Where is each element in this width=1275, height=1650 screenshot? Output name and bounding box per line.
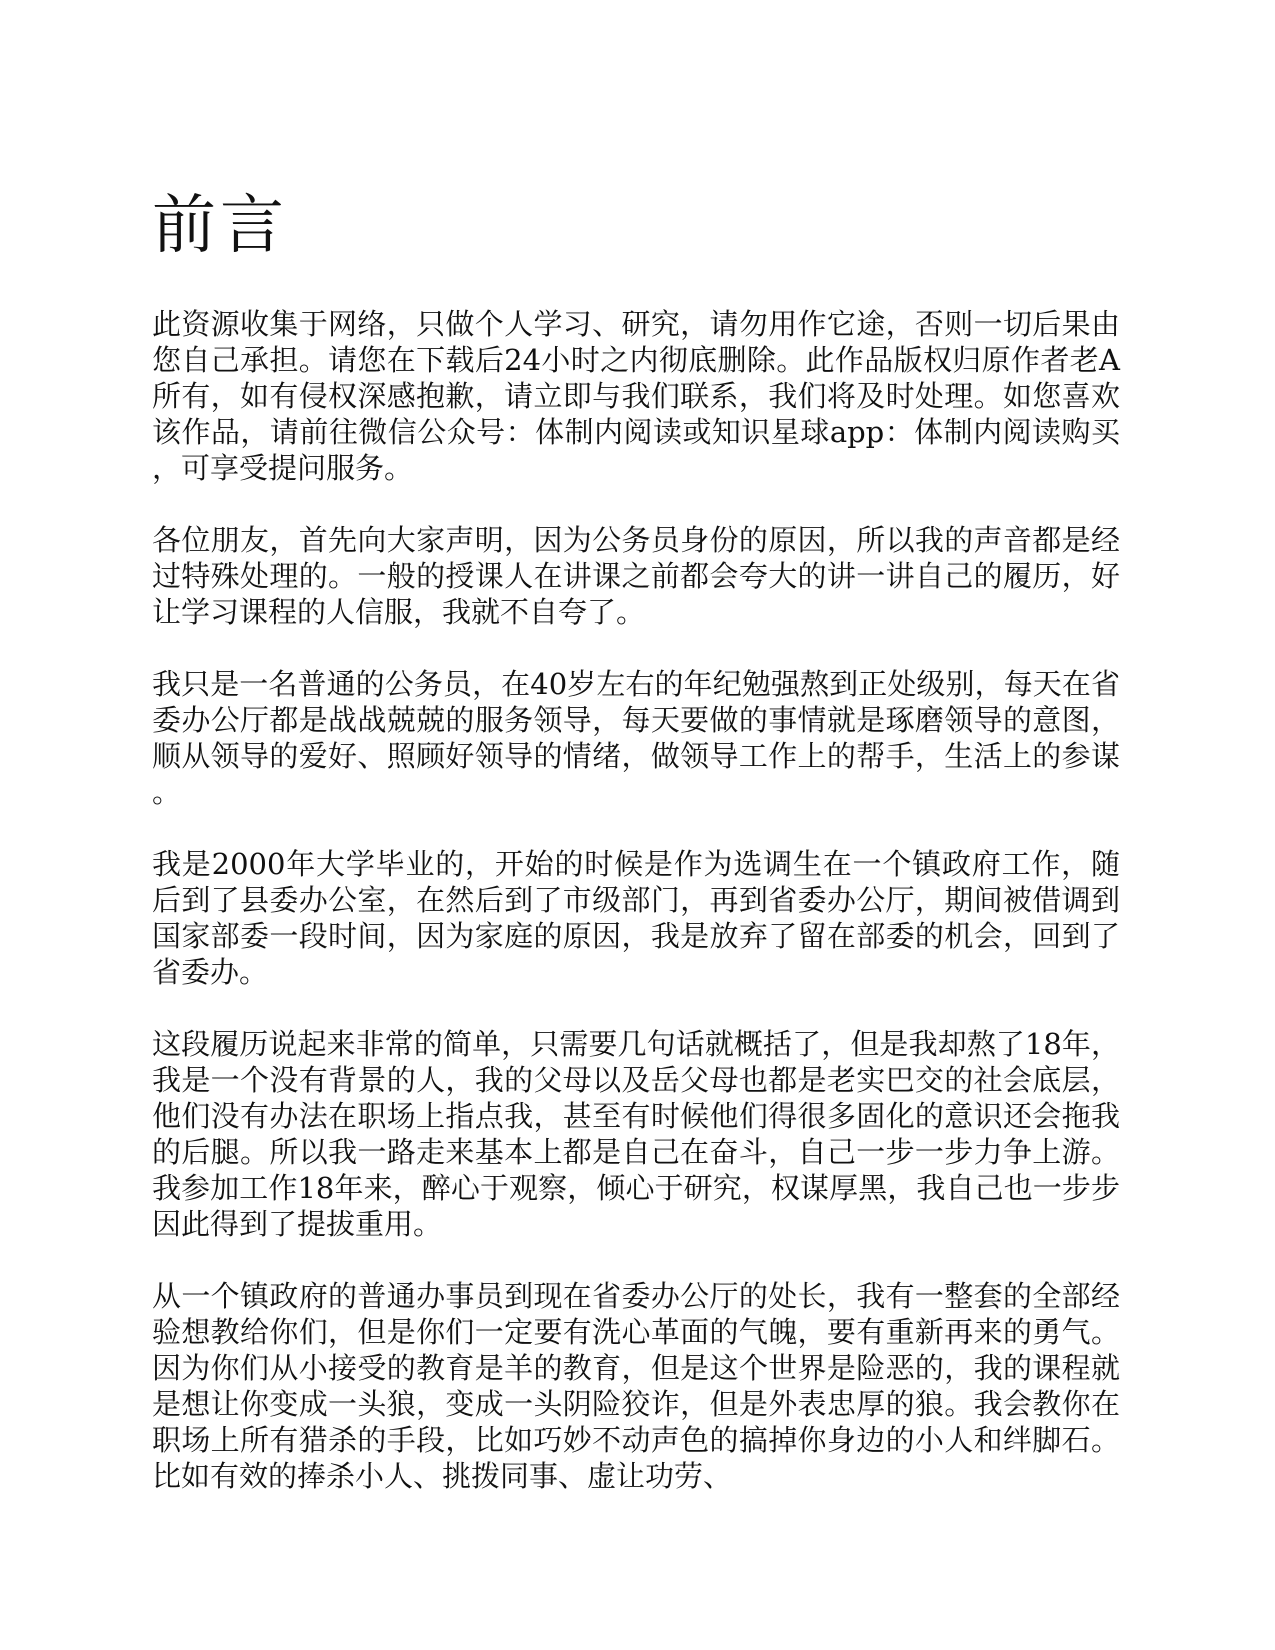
paragraph-disclaimer: 此资源收集于网络，只做个人学习、研究，请勿用作它途，否则一切后果由您自己承担。请您在下载后24小时之内彻底删除。此作品版权归原作者老A所有，如有侵权深感抱歉，请立即与我们联系，我们将及时处理。如您喜欢该作品，请前往微信公众号：体制内阅读或知识星球app：体制内阅读购买，可享受提问服务。 [152,307,1120,485]
paragraph-introduction: 各位朋友，首先向大家声明，因为公务员身份的原因，所以我的声音都是经过特殊处理的。一般的授课人在讲课之前都会夸大的讲一讲自己的履历，好让学习课程的人信服，我就不自夸了。 [152,523,1120,629]
paragraph-career-history: 我是2000年大学毕业的，开始的时候是作为选调生在一个镇政府工作，随后到了县委办公室，在然后到了市级部门，再到省委办公厅，期间被借调到国家部委一段时间，因为家庭的原因，我是放弃了留在部委的机会，回到了省委办。 [152,847,1120,989]
paragraph-course-goal: 从一个镇政府的普通办事员到现在省委办公厅的处长，我有一整套的全部经验想教给你们，但是你们一定要有洗心革面的气魄，要有重新再来的勇气。因为你们从小接受的教育是羊的教育，但是这个世界是险恶的，我的课程就是想让你变成一头狼，变成一头阴险狡诈，但是外表忠厚的狼。我会教你在职场上所有猎杀的手段，比如巧妙不动声色的搞掉你身边的小人和绊脚石。比如有效的捧杀小人、挑拨同事、虚让功劳、 [152,1279,1120,1493]
page-title: 前言 [152,189,288,263]
paragraph-eighteen-years: 这段履历说起来非常的简单，只需要几句话就概括了，但是我却熬了18年，我是一个没有背景的人，我的父母以及岳父母也都是老实巴交的社会底层，他们没有办法在职场上指点我，甚至有时候他们得很多固化的意识还会拖我的后腿。所以我一路走来基本上都是自己在奋斗，自己一步一步力争上游。我参加工作18年来，醉心于观察，倾心于研究，权谋厚黑，我自己也一步步因此得到了提拔重用。 [152,1027,1120,1241]
paragraph-background: 我只是一名普通的公务员，在40岁左右的年纪勉强熬到正处级别，每天在省委办公厅都是战战兢兢的服务领导，每天要做的事情就是琢磨领导的意图，顺从领导的爱好、照顾好领导的情绪，做领导工作上的帮手，生活上的参谋。 [152,667,1120,809]
document-body [152,306,1120,1530]
